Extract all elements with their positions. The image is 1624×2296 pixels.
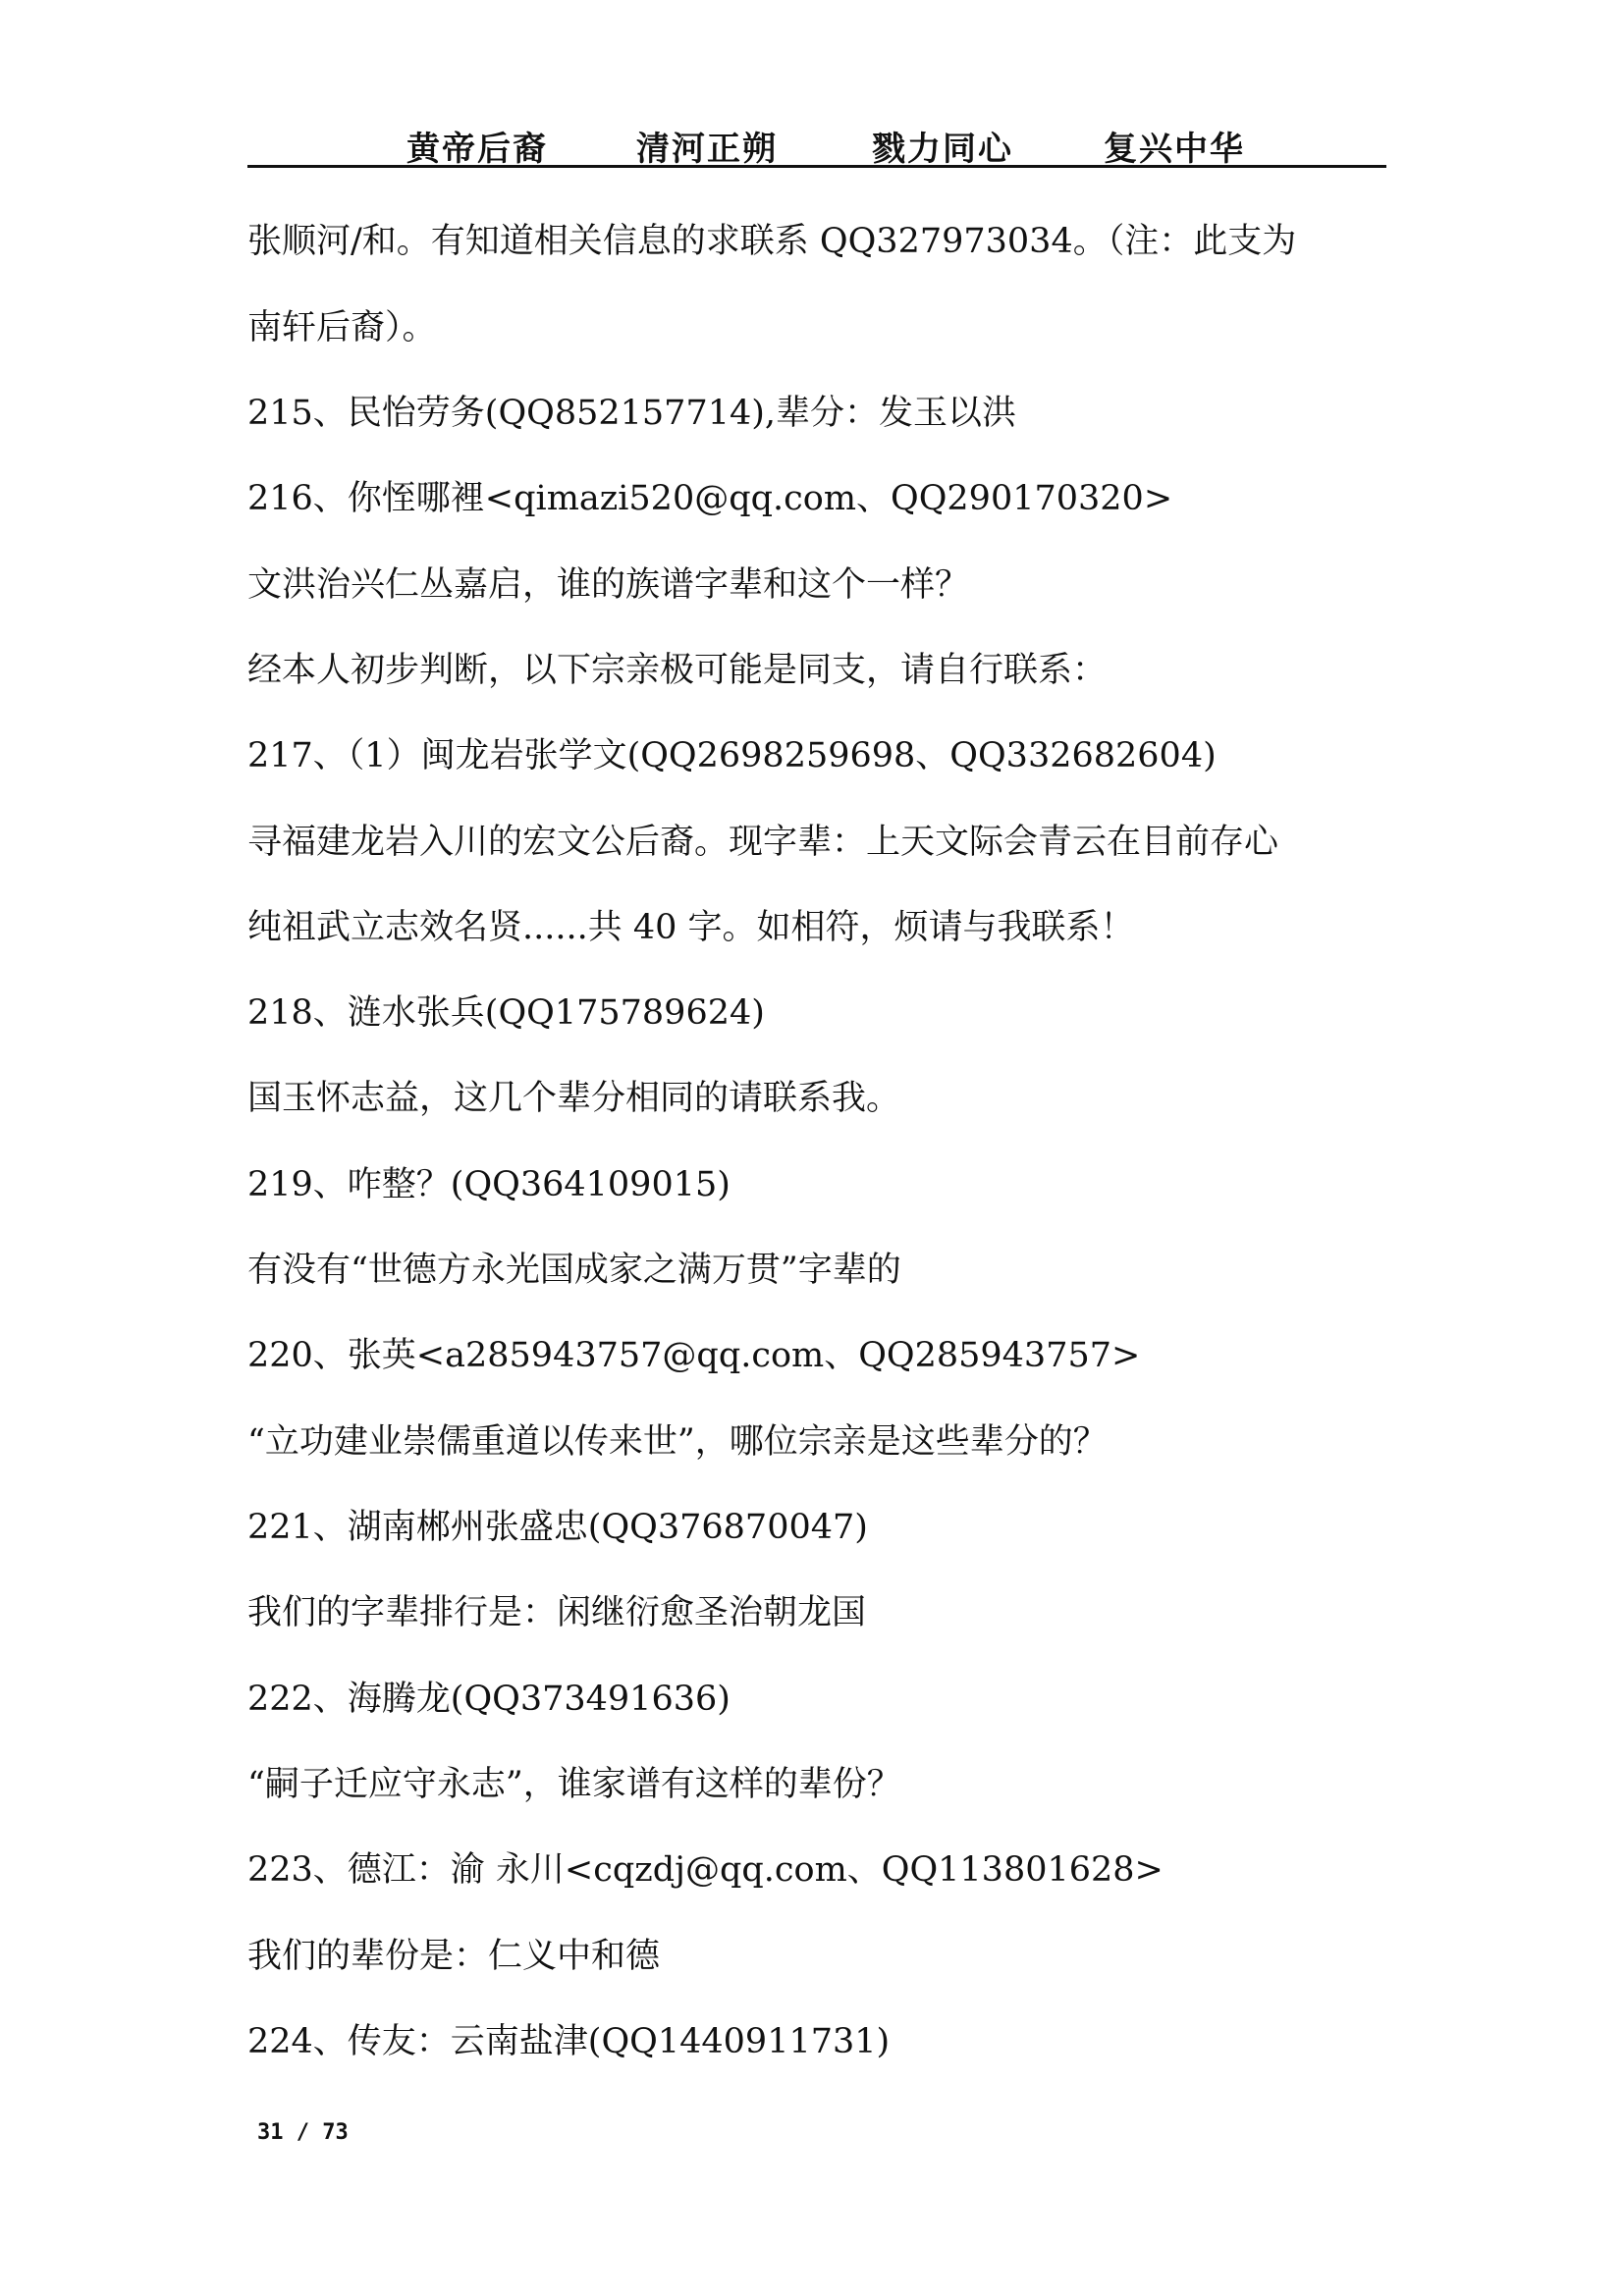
text-line: 有没有“世德方永光国成家之满万贯”字辈的	[247, 1251, 901, 1290]
entry-216: 216、你恎哪裡<qimazi520@qq.com、QQ290170320>	[247, 479, 1173, 518]
entry-220: 220、张英<a285943757@qq.com、QQ285943757>	[247, 1336, 1141, 1375]
header-motto-1: 黄帝后裔	[406, 130, 548, 169]
text-line: “嗣子迁应守永志”，谁家谱有这样的辈份？	[247, 1765, 901, 1804]
text-line: “立功建业崇儒重道以传来世”，哪位宗亲是这些辈分的？	[247, 1422, 1108, 1462]
text-line: 我们的辈份是：仁义中和德	[247, 1937, 661, 1976]
header-motto-2: 清河正朔	[636, 130, 778, 169]
entry-223: 223、德江：渝 永川<cqzdj@qq.com、QQ113801628>	[247, 1850, 1164, 1890]
text-line: 我们的字辈排行是：闲继衍愈圣治朝龙国	[247, 1593, 867, 1632]
entry-215: 215、民怡劳务(QQ852157714),辈分：发玉以洪	[247, 394, 1017, 433]
entry-224: 224、传友：云南盐津(QQ1440911731)	[247, 2022, 891, 2061]
text-line: 张顺河/和。有知道相关信息的求联系 QQ327973034。（注：此支为	[247, 222, 1297, 261]
page-header	[247, 116, 1386, 169]
entry-219: 219、咋整？(QQ364109015)	[247, 1165, 731, 1204]
entry-218: 218、涟水张兵(QQ175789624)	[247, 993, 765, 1033]
text-line: 文洪治兴仁丛嘉启，谁的族谱字辈和这个一样？	[247, 565, 970, 605]
entry-217: 217、（1）闽龙岩张学文(QQ2698259698、QQ332682604)	[247, 736, 1217, 775]
text-line: 寻福建龙岩入川的宏文公后裔。现字辈：上天文际会青云在目前存心	[247, 823, 1279, 862]
page-number: 31 / 73	[257, 2120, 349, 2145]
entry-221: 221、湖南郴州张盛忠(QQ376870047)	[247, 1508, 868, 1547]
header-motto-4: 复兴中华	[1104, 130, 1245, 169]
entry-222: 222、海腾龙(QQ373491636)	[247, 1680, 731, 1719]
text-line: 纯祖武立志效名贤......共 40 字。如相符，烦请与我联系！	[247, 908, 1135, 947]
text-line: 经本人初步判断，以下宗亲极可能是同支，请自行联系：	[247, 651, 1108, 690]
text-line: 国玉怀志益，这几个辈分相同的请联系我。	[247, 1079, 901, 1118]
text-line: 南轩后裔）。	[247, 308, 437, 347]
header-motto-3: 戮力同心	[872, 130, 1013, 169]
header-divider	[247, 165, 1386, 168]
